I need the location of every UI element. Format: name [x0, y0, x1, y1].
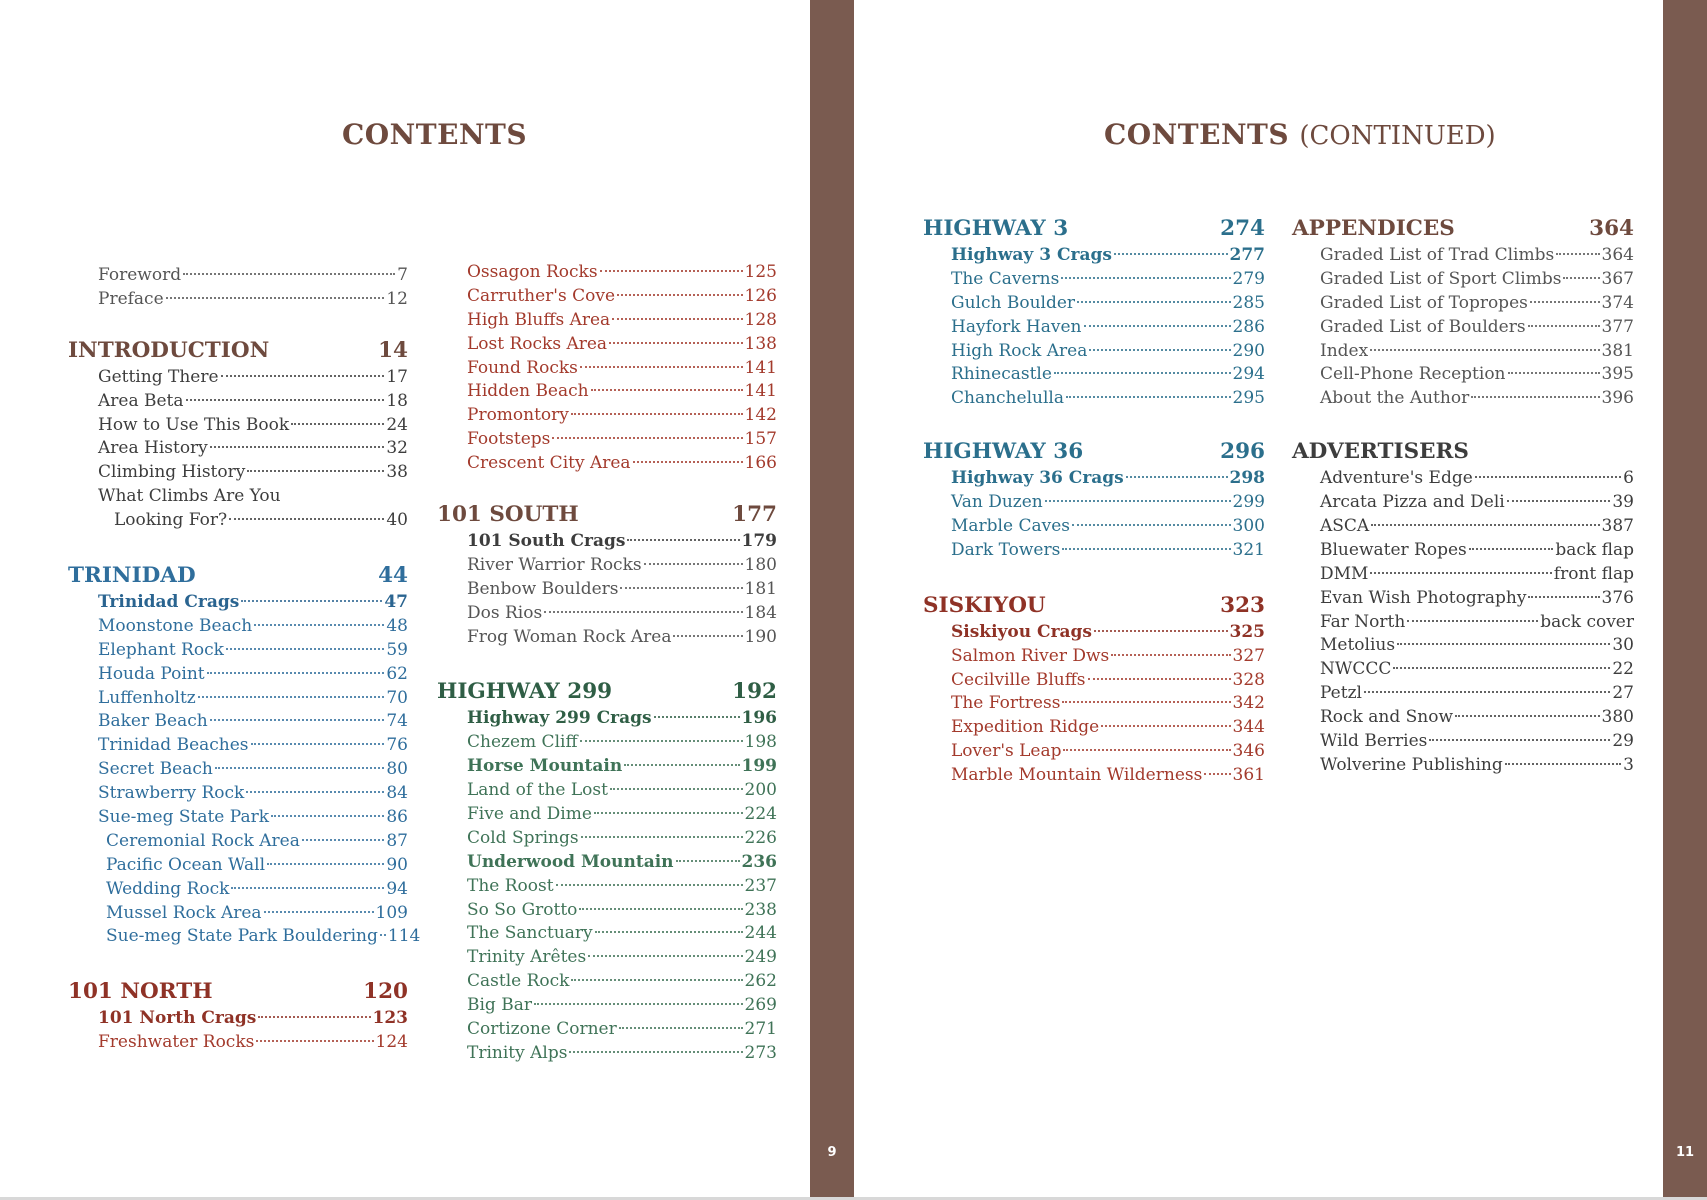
- toc-entry[interactable]: Arcata Pizza and Deli 39: [1320, 492, 1634, 513]
- toc-entry[interactable]: Five and Dime 224: [467, 804, 777, 825]
- highway-3-list: [923, 244, 1265, 411]
- toc-entry[interactable]: Expedition Ridge 344: [951, 717, 1265, 738]
- page-spine-left: [810, 0, 854, 1200]
- leader-dots: [291, 423, 384, 425]
- leader-dots: [1111, 654, 1230, 656]
- appendices-list: [1292, 244, 1634, 411]
- section-heading-101-north: 101 NORTH 120: [68, 979, 408, 1005]
- toc-entry[interactable]: Sue-meg State Park Bouldering 114: [106, 926, 421, 947]
- toc-entry[interactable]: Wedding Rock 94: [106, 878, 408, 899]
- leader-dots: [579, 908, 742, 910]
- toc-entry[interactable]: Crescent City Area 166: [467, 453, 777, 474]
- toc-entry[interactable]: Marble Mountain Wilderness 361: [951, 765, 1265, 786]
- leader-dots: [591, 389, 743, 391]
- advertisers-list: [1292, 467, 1634, 778]
- leader-dots: [1455, 715, 1600, 717]
- toc-entry[interactable]: Trinity Alps 273: [467, 1042, 777, 1063]
- leader-dots: [241, 600, 382, 602]
- leader-dots: [676, 860, 740, 862]
- toc-entry[interactable]: Castle Rock 262: [467, 971, 777, 992]
- leader-dots: [612, 318, 742, 320]
- leader-dots: [1528, 325, 1600, 327]
- toc-entry[interactable]: Benbow Boulders 181: [467, 578, 777, 599]
- leader-dots: [1114, 253, 1228, 255]
- leader-dots: [1061, 277, 1230, 279]
- leader-dots: [534, 1003, 743, 1005]
- section-heading-highway-36: HIGHWAY 36 296: [923, 439, 1265, 465]
- leader-dots: [1528, 596, 1599, 598]
- leader-dots: [1101, 725, 1230, 727]
- toc-entry[interactable]: Pacific Ocean Wall 90: [106, 854, 408, 875]
- toc-entry[interactable]: NWCCC 22: [1320, 659, 1634, 680]
- section-heading-trinidad: TRINIDAD 44: [68, 563, 408, 589]
- toc-entry[interactable]: Sue-meg State Park 86: [98, 807, 408, 828]
- toc-column-right-2: [1292, 214, 1634, 778]
- leader-dots: [258, 1016, 370, 1018]
- toc-entry[interactable]: How to Use This Book 24: [98, 414, 408, 435]
- toc-entry[interactable]: ASCA 387: [1320, 516, 1634, 537]
- leader-dots: [1397, 643, 1610, 645]
- leader-dots: [1364, 691, 1610, 693]
- leader-dots: [673, 635, 742, 637]
- leader-dots: [198, 696, 385, 698]
- toc-entry[interactable]: The Roost 237: [467, 875, 777, 896]
- leader-dots: [595, 931, 743, 933]
- toc-entry[interactable]: So So Grotto 238: [467, 899, 777, 920]
- leader-dots: [215, 767, 385, 769]
- 101-south-list: [437, 530, 777, 649]
- leader-dots: [1507, 500, 1611, 502]
- leader-dots: [246, 791, 384, 793]
- leader-dots: [620, 587, 742, 589]
- toc-entry[interactable]: Graded List of Sport Climbs 367: [1320, 268, 1634, 289]
- toc-entry[interactable]: Secret Beach 80: [98, 759, 408, 780]
- toc-entry[interactable]: Footsteps 157: [467, 429, 777, 450]
- toc-entry[interactable]: Far North back cover: [1320, 611, 1634, 632]
- toc-entry[interactable]: Trinity Arêtes 249: [467, 947, 777, 968]
- leader-dots: [1045, 500, 1231, 502]
- section-heading-highway-299: HIGHWAY 299 192: [437, 679, 777, 705]
- leader-dots: [1062, 701, 1230, 703]
- toc-entry[interactable]: Wild Berries 29: [1320, 731, 1634, 752]
- leader-dots: [1475, 476, 1621, 478]
- leader-dots: [581, 836, 743, 838]
- leader-dots: [166, 297, 385, 299]
- toc-entry[interactable]: Trinidad Beaches 76: [98, 735, 408, 756]
- toc-entry[interactable]: Found Rocks 141: [467, 357, 777, 378]
- leader-dots: [1505, 763, 1621, 765]
- toc-entry[interactable]: Graded List of Boulders 377: [1320, 316, 1634, 337]
- toc-entry[interactable]: Dark Towers 321: [951, 539, 1265, 560]
- leader-dots: [544, 611, 742, 613]
- leader-dots: [644, 563, 743, 565]
- toc-entry[interactable]: Strawberry Rock 84: [98, 783, 408, 804]
- toc-entry[interactable]: Preface 12: [98, 288, 408, 309]
- toc-entry[interactable]: Highway 3 Crags 277: [951, 245, 1265, 265]
- introduction-list: [68, 366, 408, 485]
- 101-north-list: [68, 1007, 408, 1055]
- leader-dots: [580, 740, 743, 742]
- leader-dots: [609, 342, 742, 344]
- leader-dots: [256, 1040, 373, 1042]
- toc-entry[interactable]: Cortizone Corner 271: [467, 1019, 777, 1040]
- toc-entry[interactable]: Evan Wish Photography 376: [1320, 587, 1634, 608]
- toc-entry[interactable]: Rhinecastle 294: [951, 364, 1265, 385]
- toc-entry[interactable]: Big Bar 269: [467, 995, 777, 1016]
- toc-entry[interactable]: Highway 299 Crags 196: [467, 708, 777, 729]
- leader-dots: [633, 461, 743, 463]
- leader-dots: [1407, 620, 1538, 622]
- section-heading-101-south: 101 SOUTH 177: [437, 502, 777, 528]
- leader-dots: [183, 273, 395, 275]
- toc-entry[interactable]: Hayfork Haven 286: [951, 316, 1265, 337]
- section-heading-highway-3: HIGHWAY 3 274: [923, 216, 1265, 241]
- toc-entry[interactable]: Siskiyou Crags 325: [951, 621, 1265, 642]
- leader-dots: [594, 812, 743, 814]
- page-number: 11: [1675, 1145, 1695, 1160]
- toc-entry[interactable]: Ceremonial Rock Area 87: [106, 830, 408, 851]
- leader-dots: [380, 934, 386, 936]
- toc-column-left-1: [68, 264, 421, 1055]
- toc-entry[interactable]: Cecilville Bluffs 328: [951, 669, 1265, 690]
- leader-dots: [1469, 548, 1554, 550]
- leader-dots: [251, 743, 385, 745]
- leader-dots: [1066, 396, 1231, 398]
- toc-entry[interactable]: Area Beta 18: [98, 390, 408, 411]
- toc-entry[interactable]: Area History 32: [98, 438, 408, 459]
- toc-entry[interactable]: Getting There 17: [98, 366, 408, 387]
- toc-entry[interactable]: Bluewater Ropes back flap: [1320, 539, 1634, 560]
- toc-entry[interactable]: Petzl 27: [1320, 683, 1634, 704]
- toc-entry[interactable]: DMM front flap: [1320, 563, 1634, 584]
- leader-dots: [1370, 572, 1551, 574]
- toc-entry[interactable]: Hidden Beach 141: [467, 381, 777, 402]
- toc-entry[interactable]: Freshwater Rocks 124: [98, 1032, 408, 1053]
- section-heading-advertisers: ADVERTISERS: [1292, 439, 1469, 465]
- leader-dots: [654, 716, 740, 718]
- leader-dots: [1204, 773, 1230, 775]
- leader-dots: [588, 955, 742, 957]
- leader-dots: [1062, 548, 1230, 550]
- toc-entry[interactable]: High Rock Area 290: [951, 340, 1265, 361]
- toc-entry[interactable]: 101 North Crags 123: [98, 1008, 408, 1029]
- toc-entry[interactable]: Wolverine Publishing 3: [1320, 754, 1634, 775]
- toc-entry[interactable]: Underwood Mountain 236: [467, 851, 777, 872]
- page-spine-right: [1663, 0, 1707, 1200]
- right-page: [854, 0, 1664, 1200]
- leader-dots: [254, 624, 384, 626]
- leader-dots: [247, 470, 384, 472]
- leader-dots: [302, 839, 385, 841]
- toc-entry[interactable]: Lover's Leap 346: [951, 741, 1265, 762]
- leader-dots: [1563, 277, 1599, 279]
- highway-299-list: [437, 707, 777, 1065]
- toc-entry[interactable]: Elephant Rock 59: [98, 639, 408, 660]
- toc-entry[interactable]: High Bluffs Area 128: [467, 309, 777, 330]
- leader-dots: [1084, 325, 1231, 327]
- toc-entry[interactable]: Chanchelulla 295: [951, 388, 1265, 409]
- leader-dots: [1429, 739, 1610, 741]
- siskiyou-list: [923, 621, 1265, 788]
- toc-entry[interactable]: Adventure's Edge 6: [1320, 468, 1634, 489]
- leader-dots: [1508, 372, 1600, 374]
- leader-dots: [271, 815, 384, 817]
- leader-dots: [221, 375, 385, 377]
- toc-entry[interactable]: Index 381: [1320, 340, 1634, 361]
- leader-dots: [617, 294, 743, 296]
- toc-entry[interactable]: Baker Beach 74: [98, 711, 408, 732]
- leader-dots: [186, 399, 385, 401]
- leader-dots: [1094, 630, 1228, 632]
- leader-dots: [1393, 667, 1610, 669]
- leader-dots: [619, 1027, 743, 1029]
- toc-entry[interactable]: The Caverns 279: [951, 268, 1265, 289]
- toc-column-left-2: [437, 261, 777, 1066]
- toc-entry[interactable]: The Fortress 342: [951, 693, 1265, 714]
- leader-dots: [624, 764, 739, 766]
- leader-dots: [1471, 396, 1599, 398]
- front-matter-list: [68, 264, 408, 312]
- section-heading-appendices: APPENDICES 364: [1292, 216, 1634, 241]
- leader-dots: [1530, 301, 1600, 303]
- leader-dots: [1371, 524, 1599, 526]
- page-number: 9: [827, 1145, 837, 1160]
- leader-dots: [1126, 476, 1228, 478]
- toc-entry[interactable]: Metolius 30: [1320, 635, 1634, 656]
- leader-dots: [627, 539, 739, 541]
- leader-dots: [1072, 524, 1231, 526]
- toc-entry[interactable]: 101 South Crags 179: [467, 531, 777, 552]
- leader-dots: [1063, 749, 1230, 751]
- leader-dots: [580, 366, 743, 368]
- section-heading-introduction: INTRODUCTION 14: [68, 337, 408, 363]
- toc-entry[interactable]: Carruther's Cove 126: [467, 285, 777, 306]
- leader-dots: [556, 884, 743, 886]
- leader-dots: [264, 911, 374, 913]
- toc-entry[interactable]: Graded List of Topropes 374: [1320, 292, 1634, 313]
- contents-title: CONTENTS (CONTINUED): [1104, 118, 1496, 151]
- toc-entry[interactable]: Salmon River Dws 327: [951, 645, 1265, 666]
- contents-title: CONTENTS: [342, 118, 528, 151]
- toc-entry[interactable]: Promontory 142: [467, 405, 777, 426]
- leader-dots: [1077, 301, 1231, 303]
- toc-entry[interactable]: Frog Woman Rock Area 190: [467, 626, 777, 647]
- toc-entry[interactable]: Cold Springs 226: [467, 827, 777, 848]
- toc-entry[interactable]: About the Author 396: [1320, 388, 1634, 409]
- toc-entry[interactable]: Gulch Boulder 285: [951, 292, 1265, 313]
- 101-north-continued-list: [437, 261, 777, 476]
- toc-entry[interactable]: Looking For? 40: [114, 510, 408, 531]
- toc-entry[interactable]: Moonstone Beach 48: [98, 615, 408, 636]
- toc-entry-wrapped-line: What Climbs Are You: [98, 486, 281, 507]
- leader-dots: [231, 887, 384, 889]
- leader-dots: [1089, 349, 1230, 351]
- leader-dots: [571, 413, 743, 415]
- toc-entry[interactable]: Marble Caves 300: [951, 516, 1265, 537]
- toc-entry[interactable]: Lost Rocks Area 138: [467, 333, 777, 354]
- toc-entry[interactable]: Trinidad Crags 47: [98, 592, 408, 613]
- leader-dots: [552, 437, 742, 439]
- toc-entry[interactable]: Luffenholtz 70: [98, 687, 408, 708]
- highway-36-list: [923, 467, 1265, 563]
- toc-entry[interactable]: Chezem Cliff 198: [467, 732, 777, 753]
- toc-entry[interactable]: The Sanctuary 244: [467, 923, 777, 944]
- toc-entry[interactable]: Dos Rios 184: [467, 602, 777, 623]
- leader-dots: [569, 1051, 742, 1053]
- toc-entry[interactable]: Land of the Lost 200: [467, 780, 777, 801]
- leader-dots: [267, 863, 384, 865]
- leader-dots: [1088, 678, 1231, 680]
- leader-dots: [207, 672, 385, 674]
- toc-entry[interactable]: Houda Point 62: [98, 663, 408, 684]
- leader-dots: [210, 719, 385, 721]
- toc-entry[interactable]: Ossagon Rocks 125: [467, 262, 777, 282]
- leader-dots: [1054, 372, 1231, 374]
- leader-dots: [610, 788, 743, 790]
- section-heading-siskiyou: SISKIYOU 323: [923, 592, 1265, 618]
- toc-entry[interactable]: River Warrior Rocks 180: [467, 554, 777, 575]
- leader-dots: [600, 270, 743, 272]
- toc-entry[interactable]: Horse Mountain 199: [467, 756, 777, 777]
- toc-entry[interactable]: Climbing History 38: [98, 462, 408, 483]
- toc-entry[interactable]: Highway 36 Crags 298: [951, 468, 1265, 489]
- left-page: [0, 0, 810, 1200]
- toc-column-right-1: [923, 214, 1265, 788]
- toc-entry[interactable]: Rock and Snow 380: [1320, 707, 1634, 728]
- leader-dots: [210, 446, 385, 448]
- leader-dots: [1370, 349, 1599, 351]
- leader-dots: [226, 648, 384, 650]
- leader-dots: [571, 979, 742, 981]
- toc-entry[interactable]: Mussel Rock Area 109: [106, 902, 408, 923]
- leader-dots: [1556, 253, 1599, 255]
- toc-entry[interactable]: Van Duzen 299: [951, 492, 1265, 513]
- toc-entry[interactable]: Foreword 7: [98, 265, 408, 285]
- toc-entry[interactable]: Cell-Phone Reception 395: [1320, 364, 1634, 385]
- leader-dots: [229, 518, 384, 520]
- trinidad-list: [68, 591, 421, 949]
- toc-entry[interactable]: Graded List of Trad Climbs 364: [1320, 245, 1634, 265]
